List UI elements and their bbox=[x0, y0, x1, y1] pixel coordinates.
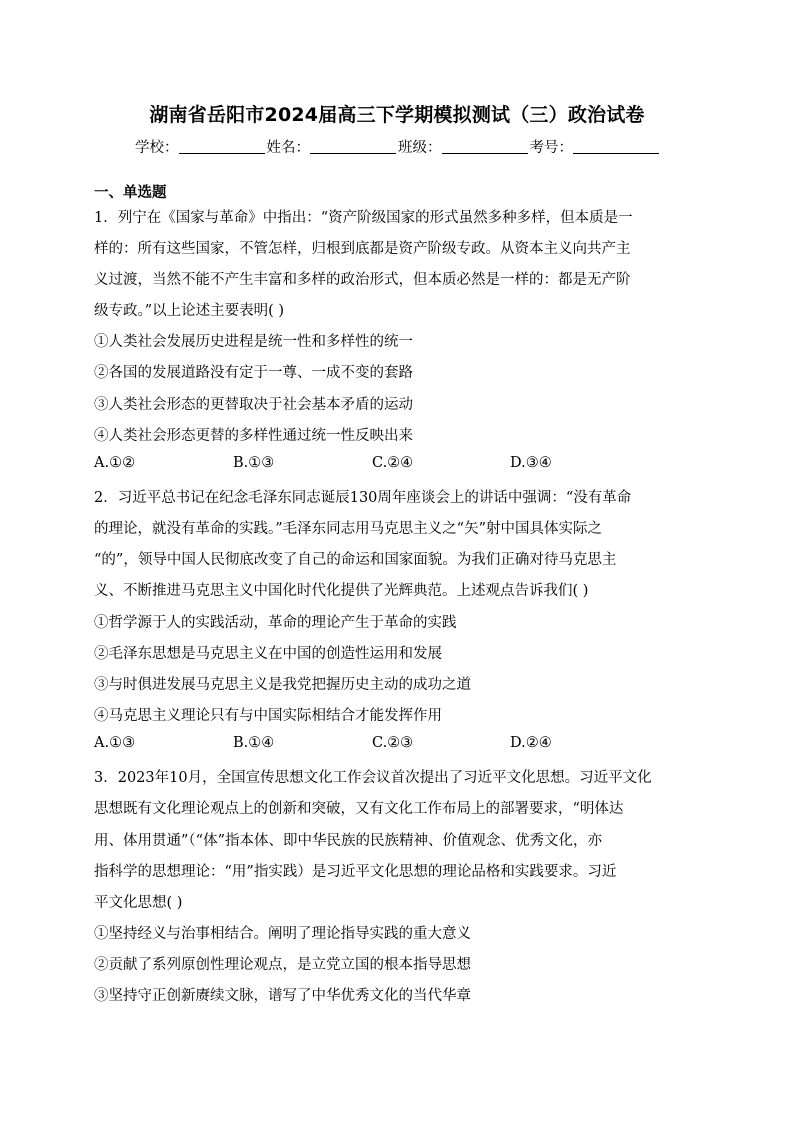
q2-statement: ②毛泽东思想是马克思主义在中国的创造性运用和发展 bbox=[94, 646, 442, 662]
exam-title: 湖南省岳阳市2024届高三下学期模拟测试（三）政治试卷 bbox=[149, 104, 645, 126]
number-label: 考号： bbox=[529, 140, 573, 156]
q1-option-c[interactable]: C.②④ bbox=[372, 455, 414, 471]
number-blank[interactable] bbox=[573, 139, 659, 154]
class-label: 班级： bbox=[398, 140, 442, 156]
q3-stem-line: 用、体用贯通”（“体”指本体、即中华民族的民族精神、价值观念、优秀文化，亦 bbox=[94, 833, 602, 849]
name-label: 姓名： bbox=[266, 140, 310, 156]
q1-stem-line: 样的：所有这些国家，不管怎样，归根到底都是资产阶级专政。从资本主义向共产主 bbox=[94, 241, 631, 257]
q1-option-b[interactable]: B.①③ bbox=[233, 455, 275, 471]
q3-stem-line: 平文化思想( ) bbox=[94, 895, 183, 911]
q2-option-d[interactable]: D.②④ bbox=[510, 735, 552, 751]
q1-stem-line: 1．列宁在《国家与革命》中指出：“资产阶级国家的形式虽然多种多样，但本质是一 bbox=[94, 210, 633, 226]
school-label: 学校： bbox=[135, 140, 179, 156]
name-blank[interactable] bbox=[310, 139, 396, 154]
q1-stem-line: 义过渡，当然不能不产生丰富和多样的政治形式，但本质必然是一样的：都是无产阶 bbox=[94, 272, 631, 288]
q1-statement: ②各国的发展道路没有定于一尊、一成不变的套路 bbox=[94, 365, 413, 381]
q2-option-c[interactable]: C.②③ bbox=[372, 735, 414, 751]
q1-stem-line: 级专政。”以上论述主要表明( ) bbox=[94, 303, 285, 319]
q2-statement: ①哲学源于人的实践活动，革命的理论产生于革命的实践 bbox=[94, 615, 457, 631]
q3-stem-line: 指科学的思想理论：“用”指实践）是习近平文化思想的理论品格和实践要求。习近 bbox=[94, 864, 617, 880]
q3-stem-line: 思想既有文化理论观点上的创新和突破，又有文化工作布局上的部署要求，“明体达 bbox=[94, 801, 624, 817]
q3-statement: ③坚持守正创新赓续文脉，谱写了中华优秀文化的当代华章 bbox=[94, 988, 471, 1004]
student-info-row bbox=[0, 136, 794, 157]
school-blank[interactable] bbox=[179, 139, 265, 154]
q2-option-a[interactable]: A.①③ bbox=[94, 735, 136, 751]
q3-stem-line: 3．2023年10月，全国宣传思想文化工作会议首次提出了习近平文化思想。习近平文化 bbox=[94, 770, 652, 786]
q2-option-b[interactable]: B.①④ bbox=[233, 735, 275, 751]
q2-stem-line: 2．习近平总书记在纪念毛泽东同志诞辰130周年座谈会上的讲话中强调：“没有革命 bbox=[94, 490, 632, 506]
q1-option-d[interactable]: D.③④ bbox=[510, 455, 552, 471]
q3-statement: ②贡献了系列原创性理论观点，是立党立国的根本指导思想 bbox=[94, 957, 471, 973]
q1-statement: ①人类社会发展历史进程是统一性和多样性的统一 bbox=[94, 334, 413, 350]
class-blank[interactable] bbox=[442, 139, 528, 154]
q1-statement: ④人类社会形态更替的多样性通过统一性反映出来 bbox=[94, 428, 413, 444]
q2-stem-line: “的”，领导中国人民彻底改变了自己的命运和国家面貌。为我们正确对待马克思主 bbox=[94, 552, 617, 568]
q1-option-a[interactable]: A.①② bbox=[94, 455, 136, 471]
q2-statement: ③与时俱进发展马克思主义是我党把握历史主动的成功之道 bbox=[94, 677, 471, 693]
q3-statement: ①坚持经义与治事相结合。阐明了理论指导实践的重大意义 bbox=[94, 926, 471, 942]
q1-statement: ③人类社会形态的更替取决于社会基本矛盾的运动 bbox=[94, 397, 413, 413]
q2-stem-line: 的理论，就没有革命的实践。”毛泽东同志用马克思主义之“矢”射中国具体实际之 bbox=[94, 521, 602, 537]
q2-stem-line: 义、不断推进马克思主义中国化时代化提供了光辉典范。上述观点告诉我们( ) bbox=[94, 583, 589, 599]
q2-statement: ④马克思主义理论只有与中国实际相结合才能发挥作用 bbox=[94, 708, 442, 724]
section-heading: 一、单选题 bbox=[94, 185, 167, 201]
